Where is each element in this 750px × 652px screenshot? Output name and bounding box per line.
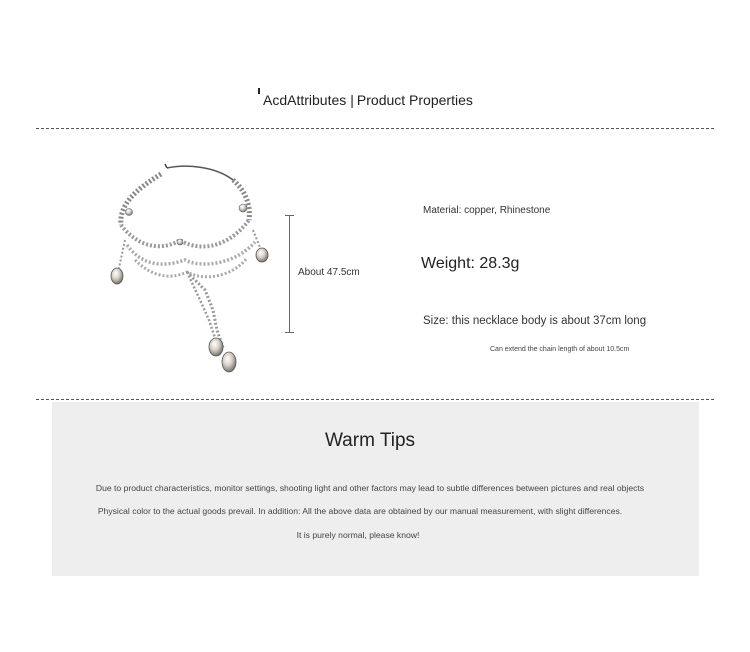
size-text: Size: this necklace body is about 37cm long (423, 315, 647, 327)
warm-tips-line: Physical color to the actual goods prevail. In addition: All the above data are obtained by our manual measurement, with slight differences. (97, 506, 623, 516)
weight-text: Weight: 28.3g (421, 255, 520, 272)
dimension-cap-bottom (285, 332, 294, 333)
warm-tips-line: It is purely normal, please know! (296, 530, 420, 540)
section-title-separator: | (350, 92, 354, 108)
warm-tips-title: Warm Tips (324, 430, 416, 451)
dashed-divider-bottom (36, 399, 714, 400)
warm-tips-line: Due to product characteristics, monitor settings, shooting light and other factors may lead to subtle differences between pictures and real objects (95, 483, 645, 493)
header-accent-mark (258, 88, 260, 94)
material-text: Material: copper, Rhinestone (423, 205, 551, 216)
warm-tips-panel (52, 402, 699, 576)
dashed-divider-top (36, 128, 714, 129)
dimension-label: About 47.5cm (298, 267, 360, 278)
section-title-left: AcdAttributes (263, 92, 347, 108)
section-title-right: Product Properties (356, 92, 473, 108)
necklace-image (105, 160, 275, 380)
extend-note: Can extend the chain length of about 10.5cm (490, 346, 630, 353)
section-title (263, 92, 473, 108)
dimension-line (289, 215, 290, 332)
